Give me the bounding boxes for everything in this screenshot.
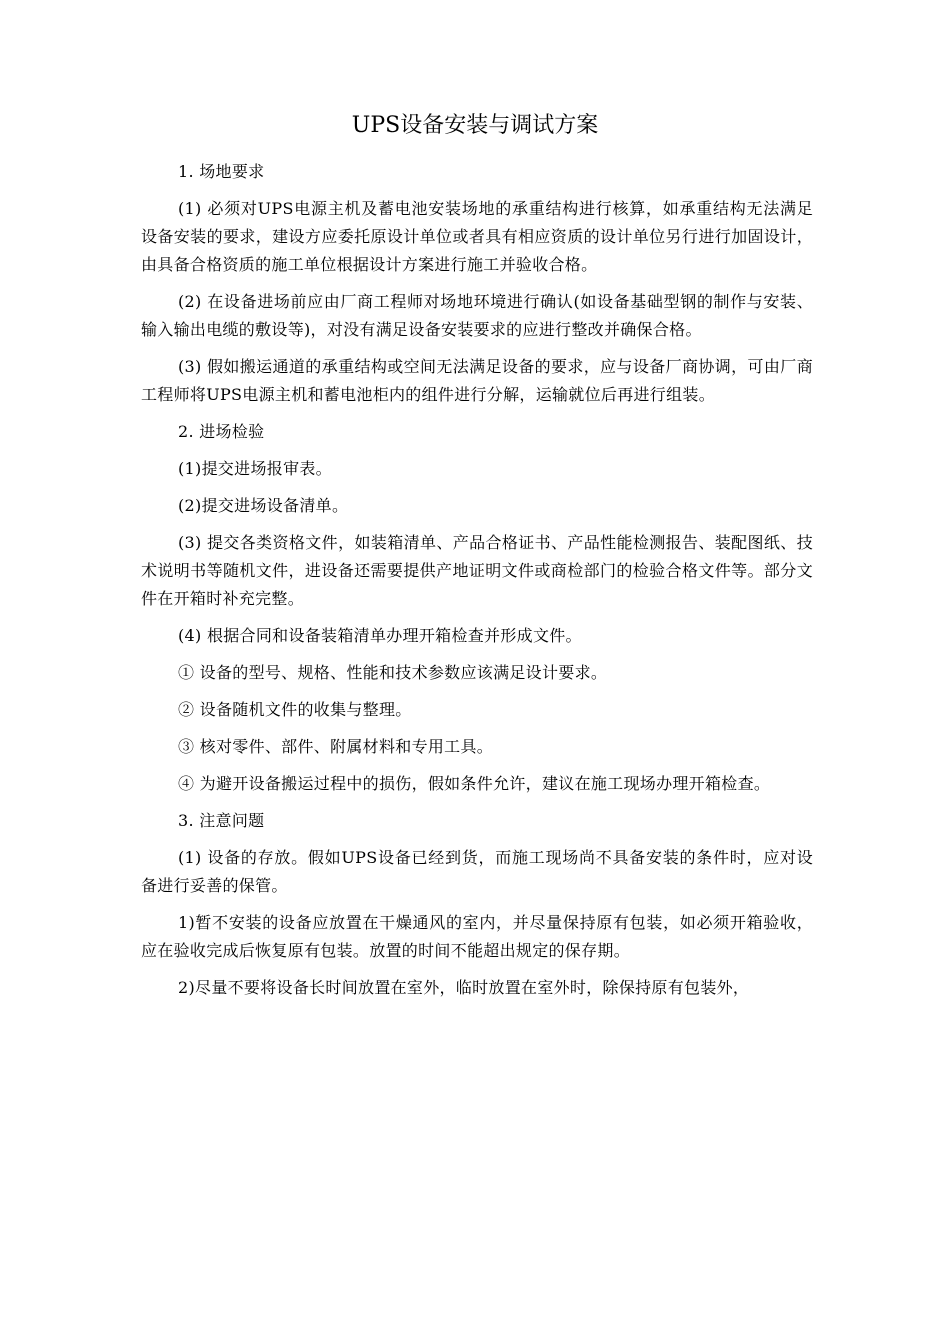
paragraph: (3) 假如搬运通道的承重结构或空间无法满足设备的要求，应与设备厂商协调，可由厂商工程师将UPS电源主机和蓄电池柜内的组件进行分解，运输就位后再进行组装。 <box>141 357 813 404</box>
paragraph: (3) 提交各类资格文件，如装箱清单、产品合格证书、产品性能检测报告、装配图纸、技术说明书等随机文件，进设备还需要提供产地证明文件或商检部门的检验合格文件等。部分文件在开箱时补充完整。 <box>141 533 813 608</box>
document-title: UPS设备安装与调试方案 <box>351 113 599 138</box>
paragraph: (4) 根据合同和设备装箱清单办理开箱检查并形成文件。 <box>178 626 582 645</box>
paragraph: (2) 在设备进场前应由厂商工程师对场地环境进行确认(如设备基础型钢的制作与安装、输入输出电缆的敷设等)，对没有满足设备安装要求的应进行整改并确保合格。 <box>141 292 813 339</box>
heading-incoming-inspection: 2. 进场检验 <box>178 422 265 441</box>
list-item: ③ 核对零件、部件、附属材料和专用工具。 <box>178 737 494 756</box>
list-item: ② 设备随机文件的收集与整理。 <box>178 700 412 719</box>
paragraph: (1) 设备的存放。假如UPS设备已经到货，而施工现场尚不具备安装的条件时，应对设备进行妥善的保管。 <box>141 848 813 895</box>
paragraph: (1) 必须对UPS电源主机及蓄电池安装场地的承重结构进行核算，如承重结构无法满足设备安装的要求，建设方应委托原设计单位或者具有相应资质的设计单位另行进行加固设计，由具备合格资质的施工单位根据设计方案进行施工并验收合格。 <box>141 199 813 274</box>
list-item: ① 设备的型号、规格、性能和技术参数应该满足设计要求。 <box>178 663 608 682</box>
paragraph: 1)暂不安装的设备应放置在干燥通风的室内，并尽量保持原有包装，如必须开箱验收，应在验收完成后恢复原有包装。放置的时间不能超出规定的保存期。 <box>141 913 813 960</box>
paragraph: 2)尽量不要将设备长时间放置在室外，临时放置在室外时，除保持原有包装外， <box>178 978 750 997</box>
paragraph: (2)提交进场设备清单。 <box>178 496 349 515</box>
list-item: ④ 为避开设备搬运过程中的损伤，假如条件允许，建议在施工现场办理开箱检查。 <box>178 774 771 793</box>
document-body <box>141 158 813 1011</box>
paragraph: (1)提交进场报审表。 <box>178 459 332 478</box>
heading-site-requirements: 1. 场地要求 <box>178 162 265 181</box>
heading-notes: 3. 注意问题 <box>178 811 265 830</box>
